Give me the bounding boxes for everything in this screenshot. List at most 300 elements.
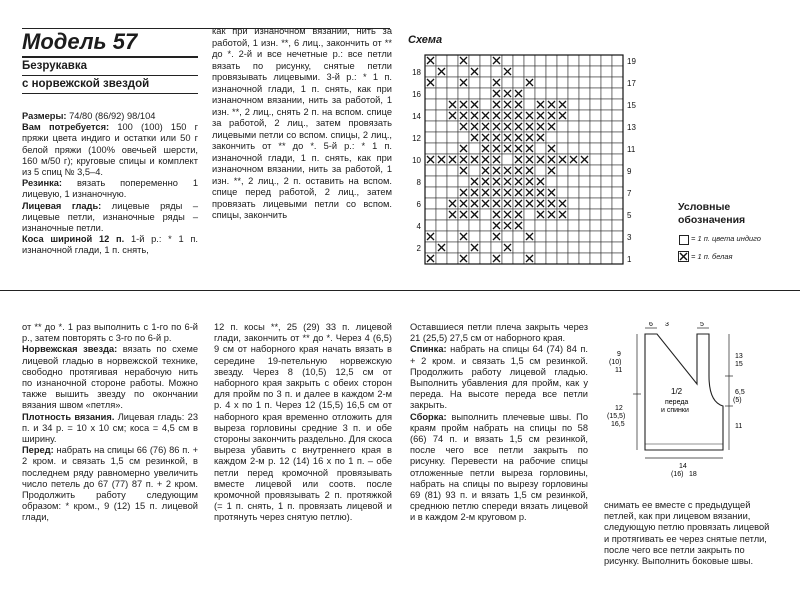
chart-cell — [601, 198, 612, 209]
chart-cell — [447, 253, 458, 264]
chart-cell — [612, 187, 623, 198]
row-number-right: 19 — [627, 57, 636, 66]
chart-cell — [535, 220, 546, 231]
chart-cell — [568, 143, 579, 154]
dim-right-5: 11 — [735, 423, 743, 430]
chart-cell — [469, 55, 480, 66]
chart-cell — [458, 132, 469, 143]
chart-cell — [436, 121, 447, 132]
dim-left-3: 11 — [615, 367, 623, 374]
chart-cell — [601, 154, 612, 165]
chart-cell — [513, 66, 524, 77]
chart-cell — [568, 253, 579, 264]
chart-cell — [524, 99, 535, 110]
chart-cell — [612, 88, 623, 99]
chart-cell — [425, 165, 436, 176]
front-label: Перед: — [22, 445, 54, 456]
chart-cell — [546, 220, 557, 231]
chart-cell — [568, 110, 579, 121]
chart-cell — [601, 143, 612, 154]
row-number-left: 16 — [412, 90, 421, 99]
subtitle-underline-1 — [22, 75, 198, 76]
row-number-left: 10 — [412, 156, 421, 165]
chart-cell — [612, 242, 623, 253]
dim-left-5: (15,5) — [607, 413, 626, 420]
chart-cell — [590, 99, 601, 110]
row-number-right: 3 — [627, 233, 632, 242]
title-underline — [22, 56, 198, 58]
upper-column-1 — [22, 111, 198, 257]
chart-grid — [425, 55, 623, 264]
front-text: набрать на спицы 66 (76) 86 п. + 2 кром. и связать 1,5 см резинкой, в последнем ряду равномерно увеличить число петель до 67 (77) 87 п. + 2 кром. Продолжить работу следующим образом: * кром., 9 (12) 15 п. лицевой глади, — [22, 445, 198, 523]
braid-label: Коса шириной 12 п. — [22, 234, 125, 245]
chart-cell — [546, 66, 557, 77]
row-number-left: 4 — [416, 222, 421, 231]
dim-top-2: 3 — [665, 322, 669, 328]
chart-cell — [579, 110, 590, 121]
chart-cell — [579, 77, 590, 88]
chart-cell — [491, 242, 502, 253]
row-numbers-left — [412, 68, 421, 253]
row-number-left: 12 — [412, 134, 421, 143]
lower-column-1 — [22, 322, 198, 524]
chart-cell — [612, 55, 623, 66]
assembly-paragraph — [410, 412, 588, 524]
chart-cell — [601, 209, 612, 220]
chart-cell — [601, 176, 612, 187]
chart-cell — [458, 66, 469, 77]
chart-cell — [546, 132, 557, 143]
chart-cell — [447, 55, 458, 66]
chart-cell — [601, 55, 612, 66]
dim-right-1: 13 — [735, 353, 743, 360]
chart-cell — [579, 209, 590, 220]
chart-cell — [502, 154, 513, 165]
chart-cell — [447, 88, 458, 99]
chart-cell — [436, 77, 447, 88]
row-numbers-right — [627, 57, 636, 264]
chart-cell — [612, 110, 623, 121]
rib-paragraph — [22, 178, 198, 200]
assembly-text: выполнить плечевые швы. По краям пройм набрать на спицы по 58 (66) 74 п. и вязать 1,5 см резинкой, после чего все петли закрыть по рисунку. Перевести на рабочие спицы отложенные петли выреза горловины, набрать на спицы по вырезу горловины 69 (81) 93 п. и вязать 1,5 см резинкой, среднюю петлю спереди вязать лицевой и в каждом 2-м круговом р. — [410, 411, 588, 523]
chart-cell — [436, 143, 447, 154]
star-label: Норвежская звезда: — [22, 344, 118, 355]
row-number-left: 14 — [412, 112, 421, 121]
chart-cell — [579, 143, 590, 154]
chart-cell — [447, 132, 458, 143]
chart-cell — [590, 88, 601, 99]
chart-cell — [425, 88, 436, 99]
row-number-left: 2 — [416, 244, 421, 253]
back-label: Спинка: — [410, 344, 447, 355]
upper-column-2 — [212, 26, 392, 222]
chart-cell — [590, 154, 601, 165]
chart-cell — [590, 165, 601, 176]
chart-cell — [546, 231, 557, 242]
chart-cell — [480, 242, 491, 253]
row-number-right: 11 — [627, 145, 636, 154]
chart-cell — [601, 242, 612, 253]
row-number-right: 9 — [627, 167, 632, 176]
chart-cell — [590, 176, 601, 187]
chart-cell — [502, 231, 513, 242]
front-paragraph — [22, 445, 198, 523]
dim-top-3: 5 — [700, 322, 704, 328]
chart-cell — [425, 198, 436, 209]
legend-cross-swatch — [678, 251, 689, 262]
chart-cell — [579, 165, 590, 176]
chart-cell — [469, 220, 480, 231]
chart-cell — [579, 55, 590, 66]
chart-cell — [579, 121, 590, 132]
chart-cell — [535, 143, 546, 154]
chart-cell — [480, 209, 491, 220]
chart-cell — [524, 88, 535, 99]
chart-cell — [436, 253, 447, 264]
chart-cell — [601, 231, 612, 242]
chart-cell — [601, 220, 612, 231]
chart-cell — [568, 242, 579, 253]
chart-cell — [568, 187, 579, 198]
chart-cell — [568, 198, 579, 209]
chart-cell — [612, 99, 623, 110]
chart-cell — [590, 121, 601, 132]
chart-cell — [425, 66, 436, 77]
chart-cell — [568, 121, 579, 132]
knitting-chart — [400, 50, 690, 270]
chart-cell — [568, 77, 579, 88]
chart-cell — [568, 132, 579, 143]
dim-left-2: (10) — [609, 359, 622, 366]
chart-cell — [513, 55, 524, 66]
label-center-1: 1/2 — [671, 387, 683, 396]
chart-cell — [524, 242, 535, 253]
materials-paragraph — [22, 122, 198, 178]
chart-cell — [590, 209, 601, 220]
chart-cell — [524, 55, 535, 66]
chart-cell — [546, 55, 557, 66]
chart-cell — [612, 198, 623, 209]
chart-cell — [447, 77, 458, 88]
row-number-right: 1 — [627, 255, 632, 264]
chart-cell — [447, 176, 458, 187]
chart-cell — [601, 121, 612, 132]
braid-continuation: как при изнаночном вязании, нить за работой, 1 изн. **, 6 лиц., закончить от ** до *. 2-й и все нечетные р.: все петли вязать по рисунку, снятые петли провязывать лицевыми. 3-й р.: * 1 п. изнаночной глади, 1 п. снять, как при изнаночном вязании, нить за работой, 1 изн. **, 2 лиц., снять 2 п. на вспом. спице за работой, 2 лиц., затем провязать лицевыми петли со вспом. спицы, 2 лиц., закончить от ** до *. 5-й р.: * 1 п. изнаночной глади, 1 п. снять, как при изнаночном вязании, нить за работой, 1 изн. **, 2 лиц., 2 п. оставить на вспом. спице перед работой, 2 лиц., затем провязать лицевыми петли со вспом. спицы, закончить — [212, 26, 392, 220]
sizes-text: 74/80 (86/92) 98/104 — [66, 111, 156, 121]
chart-cell — [480, 66, 491, 77]
chart-cell — [612, 220, 623, 231]
chart-cell — [612, 209, 623, 220]
chart-cell — [601, 66, 612, 77]
chart-cell — [590, 231, 601, 242]
braid-text: 1-й р.: * 1 п. изнаночной глади, 1 п. снять, — [22, 234, 198, 256]
dim-top-1: 6 — [649, 322, 653, 328]
chart-cell — [447, 66, 458, 77]
stockinette-label: Лицевая гладь: — [22, 200, 102, 211]
chart-cell — [480, 231, 491, 242]
chart-cell — [469, 77, 480, 88]
chart-cell — [524, 209, 535, 220]
pattern-outline — [645, 334, 723, 450]
lower-column-3 — [410, 322, 588, 524]
chart-cell — [612, 143, 623, 154]
chart-cell — [502, 55, 513, 66]
chart-cell — [436, 231, 447, 242]
chart-cell — [436, 132, 447, 143]
chart-cell — [601, 88, 612, 99]
chart-cell — [546, 242, 557, 253]
chart-cell — [612, 176, 623, 187]
chart-cell — [480, 77, 491, 88]
materials-text: 100 (100) 150 г пряжи цвета индиго и остатки или 50 г белой пряжи (100% овечьей шерсти, 160 м/50 г); круговые спицы и комплект из 5 спиц № 3,5–4. — [22, 122, 199, 178]
stockinette-text: лицевые ряды – лицевые петли, изнаночные ряды – изнаночные петли. — [22, 200, 198, 234]
chart-cell — [601, 132, 612, 143]
chart-cell — [590, 253, 601, 264]
chart-cell — [557, 220, 568, 231]
chart-cell — [513, 231, 524, 242]
stockinette-paragraph — [22, 201, 198, 235]
chart-cell — [568, 220, 579, 231]
chart-cell — [579, 132, 590, 143]
legend-cross-text: = 1 п. белая — [691, 252, 733, 261]
chart-cell — [436, 110, 447, 121]
chart-cell — [557, 231, 568, 242]
chart-cell — [535, 55, 546, 66]
chart-cell — [590, 220, 601, 231]
density-paragraph — [22, 412, 198, 446]
dim-left-4: 12 — [615, 405, 623, 412]
chart-cell — [480, 253, 491, 264]
subtitle-underline-2 — [22, 93, 198, 94]
chart-cell — [601, 110, 612, 121]
rib-text: вязать попеременно 1 лицевую, 1 изнаночную. — [22, 178, 198, 200]
chart-cell — [469, 143, 480, 154]
chart-cell — [436, 165, 447, 176]
braid-repeat-paragraph: от ** до *. 1 раз выполнить с 1-го по 6-й р., затем повторять с 3-го по 6-й р. — [22, 322, 198, 344]
model-title: Модель 57 — [22, 29, 138, 54]
chart-cell — [579, 198, 590, 209]
chart-cell — [469, 253, 480, 264]
chart-cell — [436, 99, 447, 110]
chart-cell — [557, 55, 568, 66]
chart-cell — [590, 242, 601, 253]
chart-cell — [425, 110, 436, 121]
chart-cell — [513, 242, 524, 253]
dim-right-3: 6,5 — [735, 389, 745, 396]
chart-cell — [524, 220, 535, 231]
chart-cell — [590, 77, 601, 88]
chart-cell — [546, 77, 557, 88]
sizes-paragraph — [22, 111, 198, 122]
row-number-right: 17 — [627, 79, 636, 88]
chart-cell — [568, 66, 579, 77]
chart-cell — [447, 187, 458, 198]
legend-title-1: Условные — [678, 201, 731, 213]
chart-cell — [447, 165, 458, 176]
chart-cell — [425, 99, 436, 110]
chart-cell — [447, 220, 458, 231]
chart-cell — [458, 220, 469, 231]
chart-cell — [480, 99, 491, 110]
chart-cell — [513, 77, 524, 88]
chart-cell — [612, 77, 623, 88]
chart-cell — [568, 231, 579, 242]
rib-label: Резинка: — [22, 178, 63, 189]
density-label: Плотность вязания. — [22, 411, 115, 422]
sizes-label: Размеры: — [22, 111, 67, 121]
chart-cell — [568, 88, 579, 99]
chart-cell — [579, 66, 590, 77]
chart-cell — [436, 209, 447, 220]
assembly-continuation: снимать ее вместе с предыдущей петлей, как при лицевом вязании, следующую петлю провязать лицевой и протягивать ее через снятые петли, после чего все петли закрыть по рисунку. Выполнить боковые швы. — [604, 500, 770, 567]
chart-cell — [469, 165, 480, 176]
chart-cell — [436, 88, 447, 99]
chart-cell — [590, 55, 601, 66]
chart-cell — [458, 242, 469, 253]
chart-cell — [568, 99, 579, 110]
chart-cell — [579, 231, 590, 242]
chart-cell — [568, 55, 579, 66]
front-continuation: 12 п. косы **, 25 (29) 33 п. лицевой глади, закончить от ** до *. Через 4 (6,5) 9 см от наборного края начать вязать в середине 19-петельную норвежскую звезду. Через 8 (10,5) 12,5 см от наборного края закрыть с обеих сторон для пройм по 3 п. и далее в каждом 2-м р. 4 х по 1 п. Через 12 (15,5) 16,5 см от наборного края временно отложить для выреза горловины средние 3 п. и обе стороны закончить раздельно. Для скоса выреза убавить с внутреннего края в каждом 2-м р. 12 (14) 16 х по 1 п. – обе петли перед кромочной провязывать вместе лицевой или соотв. после кромочной провязывать 2 п. протяжкой (= 1 п. снять, 1 п. провязать лицевой и протянуть через снятую петлю). — [214, 322, 392, 523]
chart-cell — [557, 242, 568, 253]
back-paragraph — [410, 344, 588, 411]
chart-cell — [447, 242, 458, 253]
garment-pattern — [605, 322, 765, 480]
chart-cell — [436, 198, 447, 209]
chart-cell — [491, 66, 502, 77]
chart-cell — [546, 176, 557, 187]
chart-cell — [447, 231, 458, 242]
chart-cell — [436, 220, 447, 231]
chart-cell — [568, 165, 579, 176]
chart-cell — [590, 110, 601, 121]
chart-cell — [557, 143, 568, 154]
materials-label: Вам потребуется: — [22, 122, 110, 133]
chart-cell — [579, 88, 590, 99]
chart-cell — [425, 121, 436, 132]
chart-cell — [557, 176, 568, 187]
chart-cell — [612, 231, 623, 242]
row-number-right: 7 — [627, 189, 632, 198]
chart-cell — [546, 253, 557, 264]
chart-cell — [425, 242, 436, 253]
chart-cell — [612, 66, 623, 77]
density-text: Лицевая гладь: 23 п. и 34 р. = 10 х 10 см; коса = 4,5 см в ширину. — [22, 411, 198, 445]
chart-cell — [568, 176, 579, 187]
chart-cell — [458, 176, 469, 187]
chart-cell — [480, 88, 491, 99]
chart-cell — [447, 121, 458, 132]
chart-cell — [425, 209, 436, 220]
chart-cell — [425, 143, 436, 154]
dim-right-4: (5) — [733, 397, 742, 404]
chart-cell — [502, 77, 513, 88]
chart-cell — [590, 66, 601, 77]
chart-cell — [557, 88, 568, 99]
chart-cell — [579, 176, 590, 187]
chart-cell — [535, 165, 546, 176]
chart-cell — [469, 231, 480, 242]
chart-cell — [436, 176, 447, 187]
chart-cell — [546, 88, 557, 99]
chart-cell — [535, 66, 546, 77]
chart-cell — [612, 121, 623, 132]
back-text: набрать на спицы 64 (74) 84 п. + 2 кром. и связать 1,5 см резинкой. Продолжить работу лицевой гладью. Выполнить убавления для пройм, как у переда. На высоте переда все петли закрыть. — [410, 344, 588, 411]
chart-cell — [579, 220, 590, 231]
dim-bottom-3: 18 — [689, 471, 697, 478]
subtitle-line-2: с норвежской звездой — [22, 78, 150, 90]
lower-column-4 — [604, 500, 774, 567]
chart-cell — [590, 143, 601, 154]
chart-cell — [557, 121, 568, 132]
chart-cell — [601, 99, 612, 110]
chart-cell — [535, 88, 546, 99]
chart-cell — [557, 132, 568, 143]
dim-right-2: 15 — [735, 361, 743, 368]
chart-cell — [568, 209, 579, 220]
chart-cell — [425, 220, 436, 231]
chart-cell — [535, 253, 546, 264]
chart-cell — [612, 154, 623, 165]
label-center-3: и спинки — [661, 407, 689, 414]
assembly-label: Сборка: — [410, 411, 447, 422]
chart-cell — [590, 187, 601, 198]
chart-cell — [579, 242, 590, 253]
row-number-right: 5 — [627, 211, 632, 220]
chart-cell — [557, 77, 568, 88]
braid-paragraph — [22, 234, 198, 256]
chart-cell — [557, 253, 568, 264]
scheme-label: Схема — [408, 34, 443, 46]
chart-cell — [557, 66, 568, 77]
chart-cell — [425, 187, 436, 198]
lower-column-2 — [214, 322, 392, 524]
chart-cell — [513, 253, 524, 264]
subtitle-line-1: Безрукавка — [22, 60, 88, 72]
chart-cell — [579, 187, 590, 198]
chart-cell — [612, 253, 623, 264]
chart-cell — [524, 66, 535, 77]
chart-cell — [579, 253, 590, 264]
chart-cell — [502, 253, 513, 264]
chart-cell — [469, 88, 480, 99]
chart-cell — [557, 187, 568, 198]
chart-cell — [601, 253, 612, 264]
chart-cell — [425, 176, 436, 187]
chart-cell — [535, 77, 546, 88]
dim-left-6: 16,5 — [611, 421, 625, 428]
dim-bottom-1: 14 — [679, 463, 687, 470]
row-number-left: 18 — [412, 68, 421, 77]
chart-cell — [480, 220, 491, 231]
row-number-right: 13 — [627, 123, 636, 132]
chart-cell — [447, 143, 458, 154]
chart-cell — [557, 165, 568, 176]
row-number-right: 15 — [627, 101, 636, 110]
chart-cell — [601, 77, 612, 88]
chart-cell — [436, 187, 447, 198]
chart-cell — [590, 198, 601, 209]
legend-empty-text: = 1 п. цвета индиго — [691, 234, 761, 243]
row-number-left: 8 — [416, 178, 421, 187]
chart-cell — [535, 231, 546, 242]
chart-cell — [579, 99, 590, 110]
chart-cell — [425, 132, 436, 143]
dim-bottom-2: (16) — [671, 471, 684, 478]
chart-cell — [590, 132, 601, 143]
chart-cell — [458, 88, 469, 99]
chart-cell — [480, 55, 491, 66]
